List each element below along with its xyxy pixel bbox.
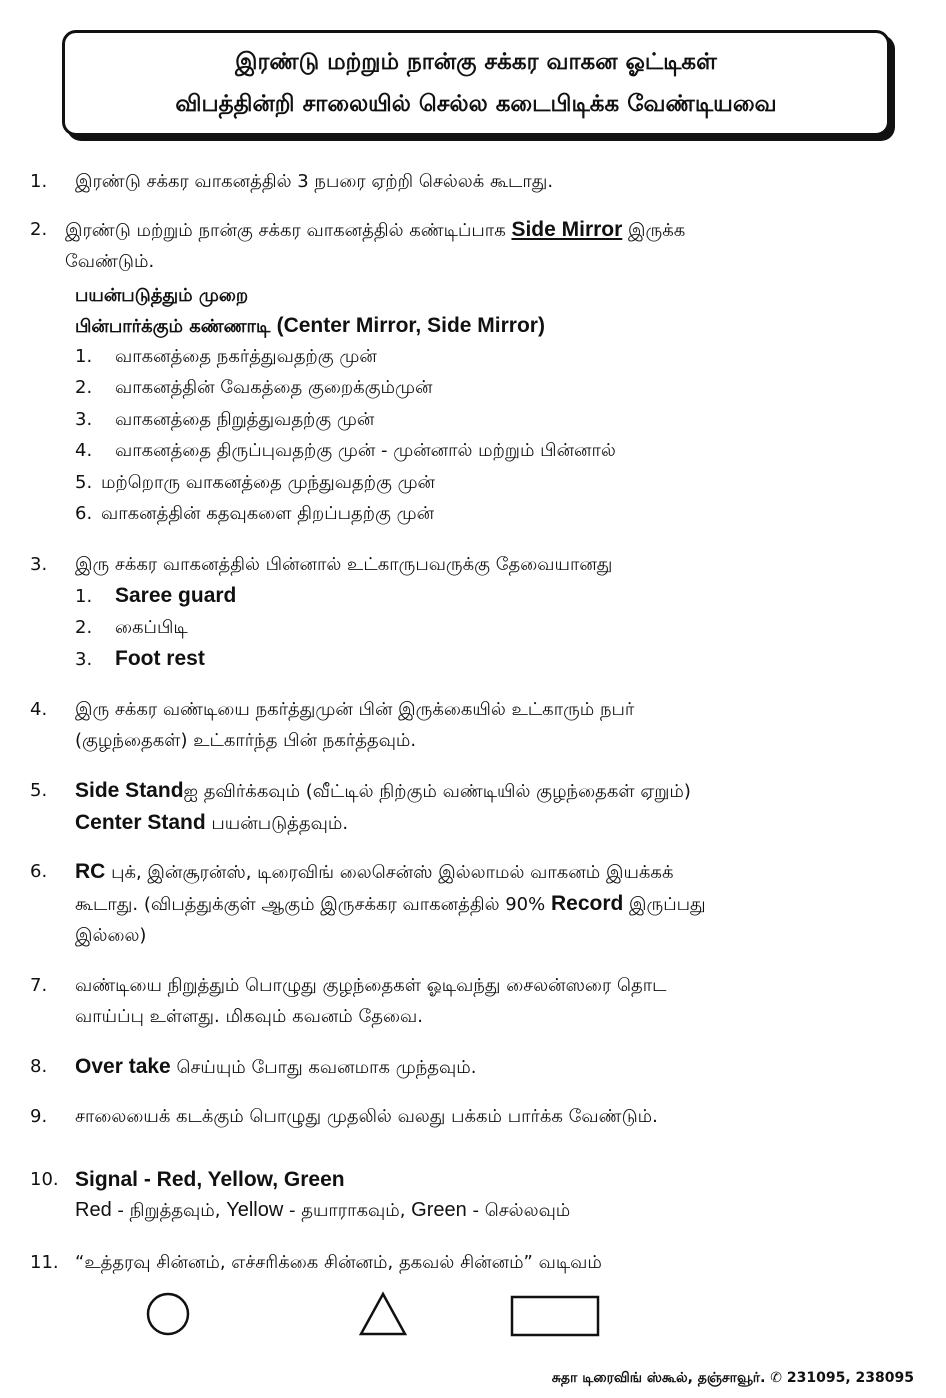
item-line: வேண்டும். xyxy=(65,251,155,272)
sign-shapes xyxy=(0,1280,946,1350)
item-number: 11. xyxy=(30,1252,59,1273)
center-stand-term: Center Stand xyxy=(75,811,206,834)
signal-heading: Signal - Red, Yellow, Green xyxy=(75,1168,345,1191)
item-number: 2. xyxy=(30,219,48,240)
item-text: இரண்டு மற்றும் நான்கு சக்கர வாகனத்தில் கண்டிப்பாக xyxy=(65,220,506,241)
item-number: 3. xyxy=(30,554,48,575)
item-line: இரு சக்கர வண்டியை நகர்த்துமுன் பின் இருக்கையில் உட்காரும் நபர் xyxy=(75,699,635,720)
item-line: இல்லை) xyxy=(75,925,147,946)
mandatory-sign-circle-icon xyxy=(148,1294,188,1334)
sub-item: 1. வாகனத்தை நகர்த்துவதற்கு முன் xyxy=(75,346,377,367)
item-line: வண்டியை நிறுத்தும் பொழுது குழந்தைகள் ஓடிவந்து சைலன்ஸரை தொட xyxy=(75,975,667,996)
sub-item: 6. வாகனத்தின் கதவுகளை திறப்பதற்கு முன் xyxy=(75,503,435,524)
usage-heading: பயன்படுத்தும் முறை xyxy=(75,285,249,306)
item-line: வாய்ப்பு உள்ளது. மிகவும் கவனம் தேவை. xyxy=(75,1006,423,1027)
item-number: 5. xyxy=(30,780,48,801)
item-line: Side Standஐ தவிர்க்கவும் (வீட்டில் நிற்கும் வண்டியில் குழந்தைகள் ஏறும்) xyxy=(75,779,691,802)
item-line xyxy=(65,214,906,246)
signal-meaning: Red - நிறுத்தவும், Yellow - தயாராகவும், Green - செல்லவும் xyxy=(75,1199,571,1221)
warning-sign-triangle-icon xyxy=(361,1294,405,1334)
mirror-heading-en: (Center Mirror, Side Mirror) xyxy=(276,314,545,337)
item-line: (குழந்தைகள்) உட்கார்ந்த பின் நகர்த்தவும். xyxy=(75,730,417,751)
item-number: 10. xyxy=(30,1169,59,1190)
item-line: Center Stand பயன்படுத்தவும். xyxy=(75,811,349,834)
mirror-heading-ta: பின்பார்க்கும் கண்ணாடி xyxy=(75,316,271,337)
item-text: இரு சக்கர வாகனத்தில் பின்னால் உட்காருபவருக்கு தேவையானது xyxy=(75,554,613,575)
item-number: 4. xyxy=(30,699,48,720)
sub-item: 3. Foot rest xyxy=(75,647,205,670)
title-box xyxy=(62,30,890,136)
item-line: கூடாது. (விபத்துக்குள் ஆகும் இருசக்கர வாகனத்தில் 90% Record இருப்பது xyxy=(75,892,706,915)
item-number: 8. xyxy=(30,1056,48,1077)
footer-credit: சுதா டிரைவிங் ஸ்கூல், தஞ்சாவூர். ✆ 231095, 238095 xyxy=(551,1370,914,1386)
overtake-term: Over take xyxy=(75,1055,171,1078)
side-mirror-term: Side Mirror xyxy=(511,218,623,241)
side-stand-term: Side Stand xyxy=(75,779,184,802)
record-term: Record xyxy=(550,892,624,915)
item-text: சாலையைக் கடக்கும் பொழுது முதலில் வலது பக்கம் பார்க்க வேண்டும். xyxy=(75,1106,658,1127)
title-line-2: விபத்தின்றி சாலையில் செல்ல கடைபிடிக்க வேண்டியவை xyxy=(175,91,777,117)
item-text: “உத்தரவு சின்னம், எச்சரிக்கை சின்னம், தகவல் சின்னம்” வடிவம் xyxy=(75,1252,602,1273)
sub-item: 2. வாகனத்தின் வேகத்தை குறைக்கும்முன் xyxy=(75,377,433,398)
information-sign-rectangle-icon xyxy=(512,1297,598,1335)
item-number: 1. xyxy=(30,171,48,192)
sub-item: 5. மற்றொரு வாகனத்தை முந்துவதற்கு முன் xyxy=(75,472,436,493)
item-number: 6. xyxy=(30,861,48,882)
sub-item: 2. கைப்பிடி xyxy=(75,617,188,638)
sub-item: 4. வாகனத்தை திருப்புவதற்கு முன் - முன்னால் மற்றும் பின்னால் xyxy=(75,440,616,461)
item-line: RC புக், இன்சூரன்ஸ், டிரைவிங் லைசென்ஸ் இல்லாமல் வாகனம் இயக்கக் xyxy=(75,860,674,883)
item-text: இருக்க xyxy=(628,220,686,241)
item-number: 7. xyxy=(30,975,48,996)
rc-term: RC xyxy=(75,860,106,883)
document-page: இரண்டு மற்றும் நான்கு சக்கர வாகன ஓட்டிகள் விபத்தின்றி சாலையில் செல்ல கடைபிடிக்க வேண்டியவை 1. இரண்டு சக்கர வாகனத்தில் 3 நபரை ஏற்றி செல்லக் கூடாது. 2. இரண்டு மற்றும் நான்கு சக்கர வாகனத்தில் கண்டிப்பாக Side Mirror இருக்க வேண்டும். பயன்படுத்தும் முறை பின்பார்க்கும் கண்ணாடி (Center Mirror, Side Mirror) 1. வாகனத்தை நகர்த்துவதற்கு முன் 2. வாகனத்தின் வேகத்தை குறைக்கும்முன் 3. வாகனத்தை நிறுத்துவதற்கு முன் 4. வாகனத்தை திருப்புவதற்கு முன் - முன்னால் மற்றும் பின்னால் 5. மற்றொரு வாகனத்தை முந்துவதற்கு முன் 6. வாகனத்தின் கதவுகளை திறப்பதற்கு முன் 3. இரு சக்கர வாகனத்தில் பின்னால் உட்காருபவருக்கு தேவையானது 1. Saree guard 2. கைப்பிடி 3. Foot rest 4. இரு சக்கர வண்டியை நகர்த்துமுன் பின் இருக்கையில் உட்காரும் நபர் (குழந்தைகள்) உட்கார்ந்த பின் நகர்த்தவும். 5. Side Standஐ தவிர்க்கவும் (வீட்டில் நிற்கும் வண்டியில் குழந்தைகள் ஏறும்) Center Stand பயன்படுத்தவும். 6. RC புக், இன்சூரன்ஸ், டிரைவிங் லைசென்ஸ் இல்லாமல் வாகனம் இயக்கக் கூடாது. (விபத்துக்குள் ஆகும் இருசக்கர வாகனத்தில் 90% Record இருப்பது இல்லை) 7. வண்டியை நிறுத்தும் பொழுது குழந்தைகள் ஓடிவந்து சைலன்ஸரை தொட வாய்ப்பு உள்ளது. மிகவும் கவனம் தேவை. 8. Over take செய்யும் போது கவனமாக முந்தவும். 9. சாலையைக் கடக்கும் பொழுது முதலில் வலது பக்கம் பார்க்க வேண்டும். 10. Signal - Red, Yellow, Green Red - நிறுத்தவும், Yellow - தயாராகவும், Green - செல்லவும் 11. “உத்தரவு சின்னம், எச்சரிக்கை சின்னம், தகவல் சின்னம்” வடிவம் சுதா டிரைவிங் ஸ்கூல், தஞ்சாவூர். ✆ 231095, 238095 xyxy=(0,0,946,1398)
sub-item: 1. Saree guard xyxy=(75,584,237,607)
mirror-heading xyxy=(75,310,545,342)
item-text: இரண்டு சக்கர வாகனத்தில் 3 நபரை ஏற்றி செல்லக் கூடாது. xyxy=(75,171,554,192)
sub-item: 3. வாகனத்தை நிறுத்துவதற்கு முன் xyxy=(75,409,375,430)
title-line-1: இரண்டு மற்றும் நான்கு சக்கர வாகன ஓட்டிகள் xyxy=(235,49,717,75)
item-number: 9. xyxy=(30,1106,48,1127)
